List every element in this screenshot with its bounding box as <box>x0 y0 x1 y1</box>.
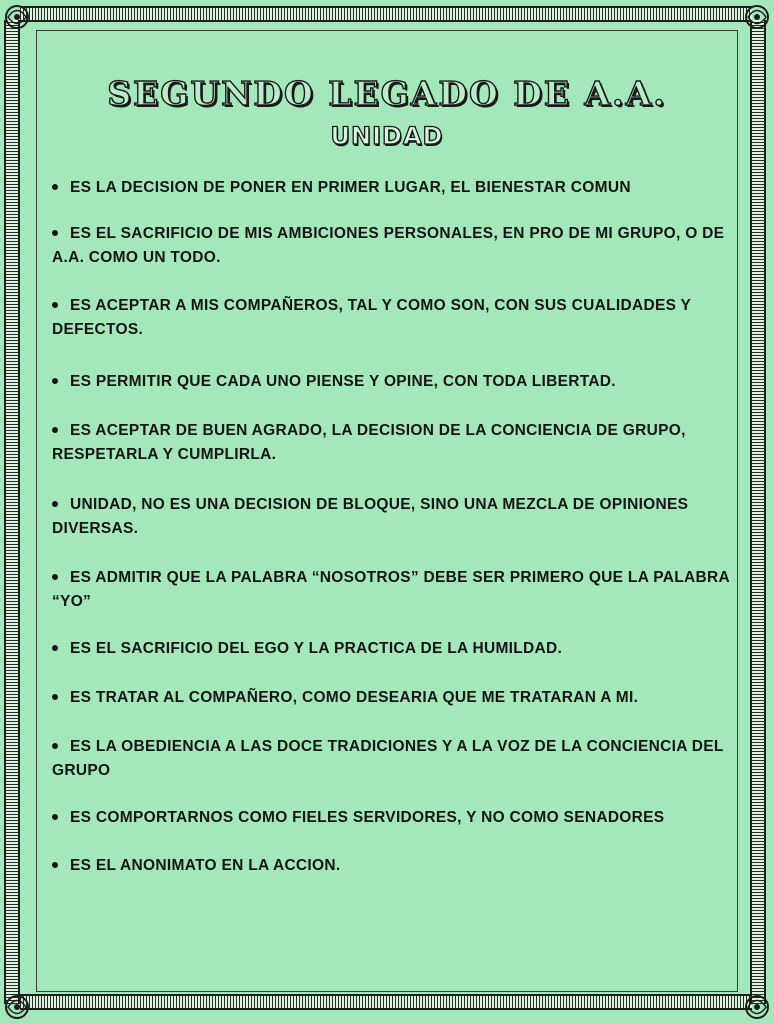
corner-ornament-icon <box>740 0 774 34</box>
bullet-icon <box>52 230 58 236</box>
border-bottom <box>20 996 752 1008</box>
list-item-text: ES ADMITIR QUE LA PALABRA “NOSOTROS” DEBE SER PRIMERO QUE LA PALABRA “YO” <box>52 569 730 610</box>
list-item-text: ES ACEPTAR A MIS COMPAÑEROS, TAL Y COMO SON, CON SUS CUALIDADES Y DEFECTOS. <box>52 297 691 338</box>
list-item-text: ES EL ANONIMATO EN LA ACCION. <box>70 857 341 874</box>
bullet-icon <box>52 501 58 507</box>
bullet-icon <box>52 743 58 749</box>
list-item <box>52 806 732 830</box>
list-item-text: ES LA DECISION DE PONER EN PRIMER LUGAR, EL BIENESTAR COMUN <box>70 179 631 196</box>
list-item-text: ES EL SACRIFICIO DE MIS AMBICIONES PERSONALES, EN PRO DE MI GRUPO, O DE A.A. COMO UN TODO. <box>52 225 725 266</box>
page-title: SEGUNDO LEGADO DE A.A. <box>107 74 667 113</box>
list-item <box>52 637 732 661</box>
list-item <box>52 493 732 541</box>
list-item <box>52 419 732 467</box>
list-item <box>52 176 732 200</box>
bullet-icon <box>52 184 58 190</box>
bullet-icon <box>52 302 58 308</box>
list-item-text: ES COMPORTARNOS COMO FIELES SERVIDORES, Y NO COMO SENADORES <box>70 809 665 826</box>
list-item <box>52 854 732 878</box>
list-item-text: ES PERMITIR QUE CADA UNO PIENSE Y OPINE, CON TODA LIBERTAD. <box>70 373 616 390</box>
list-item <box>52 222 732 270</box>
bullet-icon <box>52 862 58 868</box>
corner-ornament-icon <box>740 990 774 1024</box>
bullet-icon <box>52 378 58 384</box>
corner-ornament-icon <box>0 0 34 34</box>
corner-ornament-icon <box>0 990 34 1024</box>
bullet-icon <box>52 574 58 580</box>
list-item-text: UNIDAD, NO ES UNA DECISION DE BLOQUE, SINO UNA MEZCLA DE OPINIONES DIVERSAS. <box>52 496 689 537</box>
border-right <box>752 20 764 1004</box>
list-item-text: ES EL SACRIFICIO DEL EGO Y LA PRACTICA DE LA HUMILDAD. <box>70 640 563 657</box>
list-item-text: ES ACEPTAR DE BUEN AGRADO, LA DECISION DE LA CONCIENCIA DE GRUPO, RESPETARLA Y CUMPLIRLA. <box>52 422 686 463</box>
list-item-text: ES TRATAR AL COMPAÑERO, COMO DESEARIA QUE ME TRATARAN A MI. <box>70 689 639 706</box>
bullet-icon <box>52 427 58 433</box>
bullet-icon <box>52 694 58 700</box>
bullet-icon <box>52 814 58 820</box>
list-item <box>52 735 732 783</box>
border-left <box>6 20 18 1004</box>
list-item-text: ES LA OBEDIENCIA A LAS DOCE TRADICIONES Y A LA VOZ DE LA CONCIENCIA DEL GRUPO <box>52 738 724 779</box>
list-item <box>52 566 732 614</box>
border-top <box>20 8 752 20</box>
list-item <box>52 370 732 394</box>
page-subtitle: UNIDAD <box>330 122 444 150</box>
list-item <box>52 686 732 710</box>
list-item <box>52 294 732 342</box>
bullet-icon <box>52 645 58 651</box>
